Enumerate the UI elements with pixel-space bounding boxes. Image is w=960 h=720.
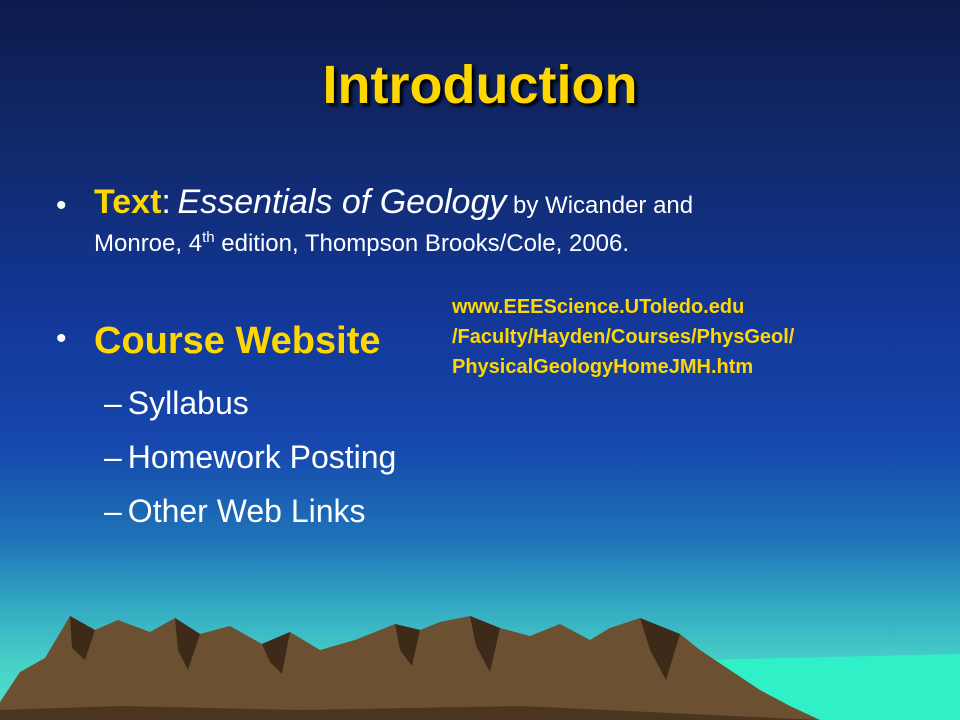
- dash: –: [104, 439, 122, 475]
- course-sublist: [104, 380, 396, 542]
- course-url[interactable]: [452, 292, 932, 382]
- dash: –: [104, 385, 122, 421]
- text-bullet: [56, 178, 916, 262]
- url-line[interactable]: /Faculty/Hayden/Courses/PhysGeol/: [452, 326, 795, 348]
- mountains-illustration: [0, 610, 960, 720]
- text-bullet-content: [94, 178, 916, 262]
- url-line[interactable]: PhysicalGeologyHomeJMH.htm: [452, 356, 754, 378]
- book-edition-end: edition, Thompson Brooks/Cole, 2006.: [214, 230, 630, 258]
- list-item: [104, 380, 396, 434]
- list-item: [104, 434, 396, 488]
- bullet-glyph: •: [56, 322, 67, 355]
- slide-title: Introduction: [322, 55, 638, 115]
- course-website-label: Course Website: [94, 320, 381, 362]
- dash: –: [104, 493, 122, 529]
- bullet-glyph: •: [56, 189, 67, 222]
- text-colon: :: [161, 183, 171, 221]
- book-title: Essentials of Geology: [177, 183, 507, 221]
- syllabus-item: Syllabus: [127, 385, 249, 421]
- book-authors: by Wicander and: [506, 192, 694, 219]
- course-bullet: [56, 320, 380, 363]
- url-line[interactable]: www.EEEScience.UToledo.edu: [452, 296, 745, 318]
- book-edition-start: Monroe, 4: [94, 230, 203, 258]
- list-item: [104, 488, 396, 542]
- homework-posting-item: Homework Posting: [127, 439, 397, 475]
- edition-superscript: th: [202, 229, 215, 247]
- other-web-links-item: Other Web Links: [127, 493, 366, 529]
- text-label: Text: [94, 183, 162, 221]
